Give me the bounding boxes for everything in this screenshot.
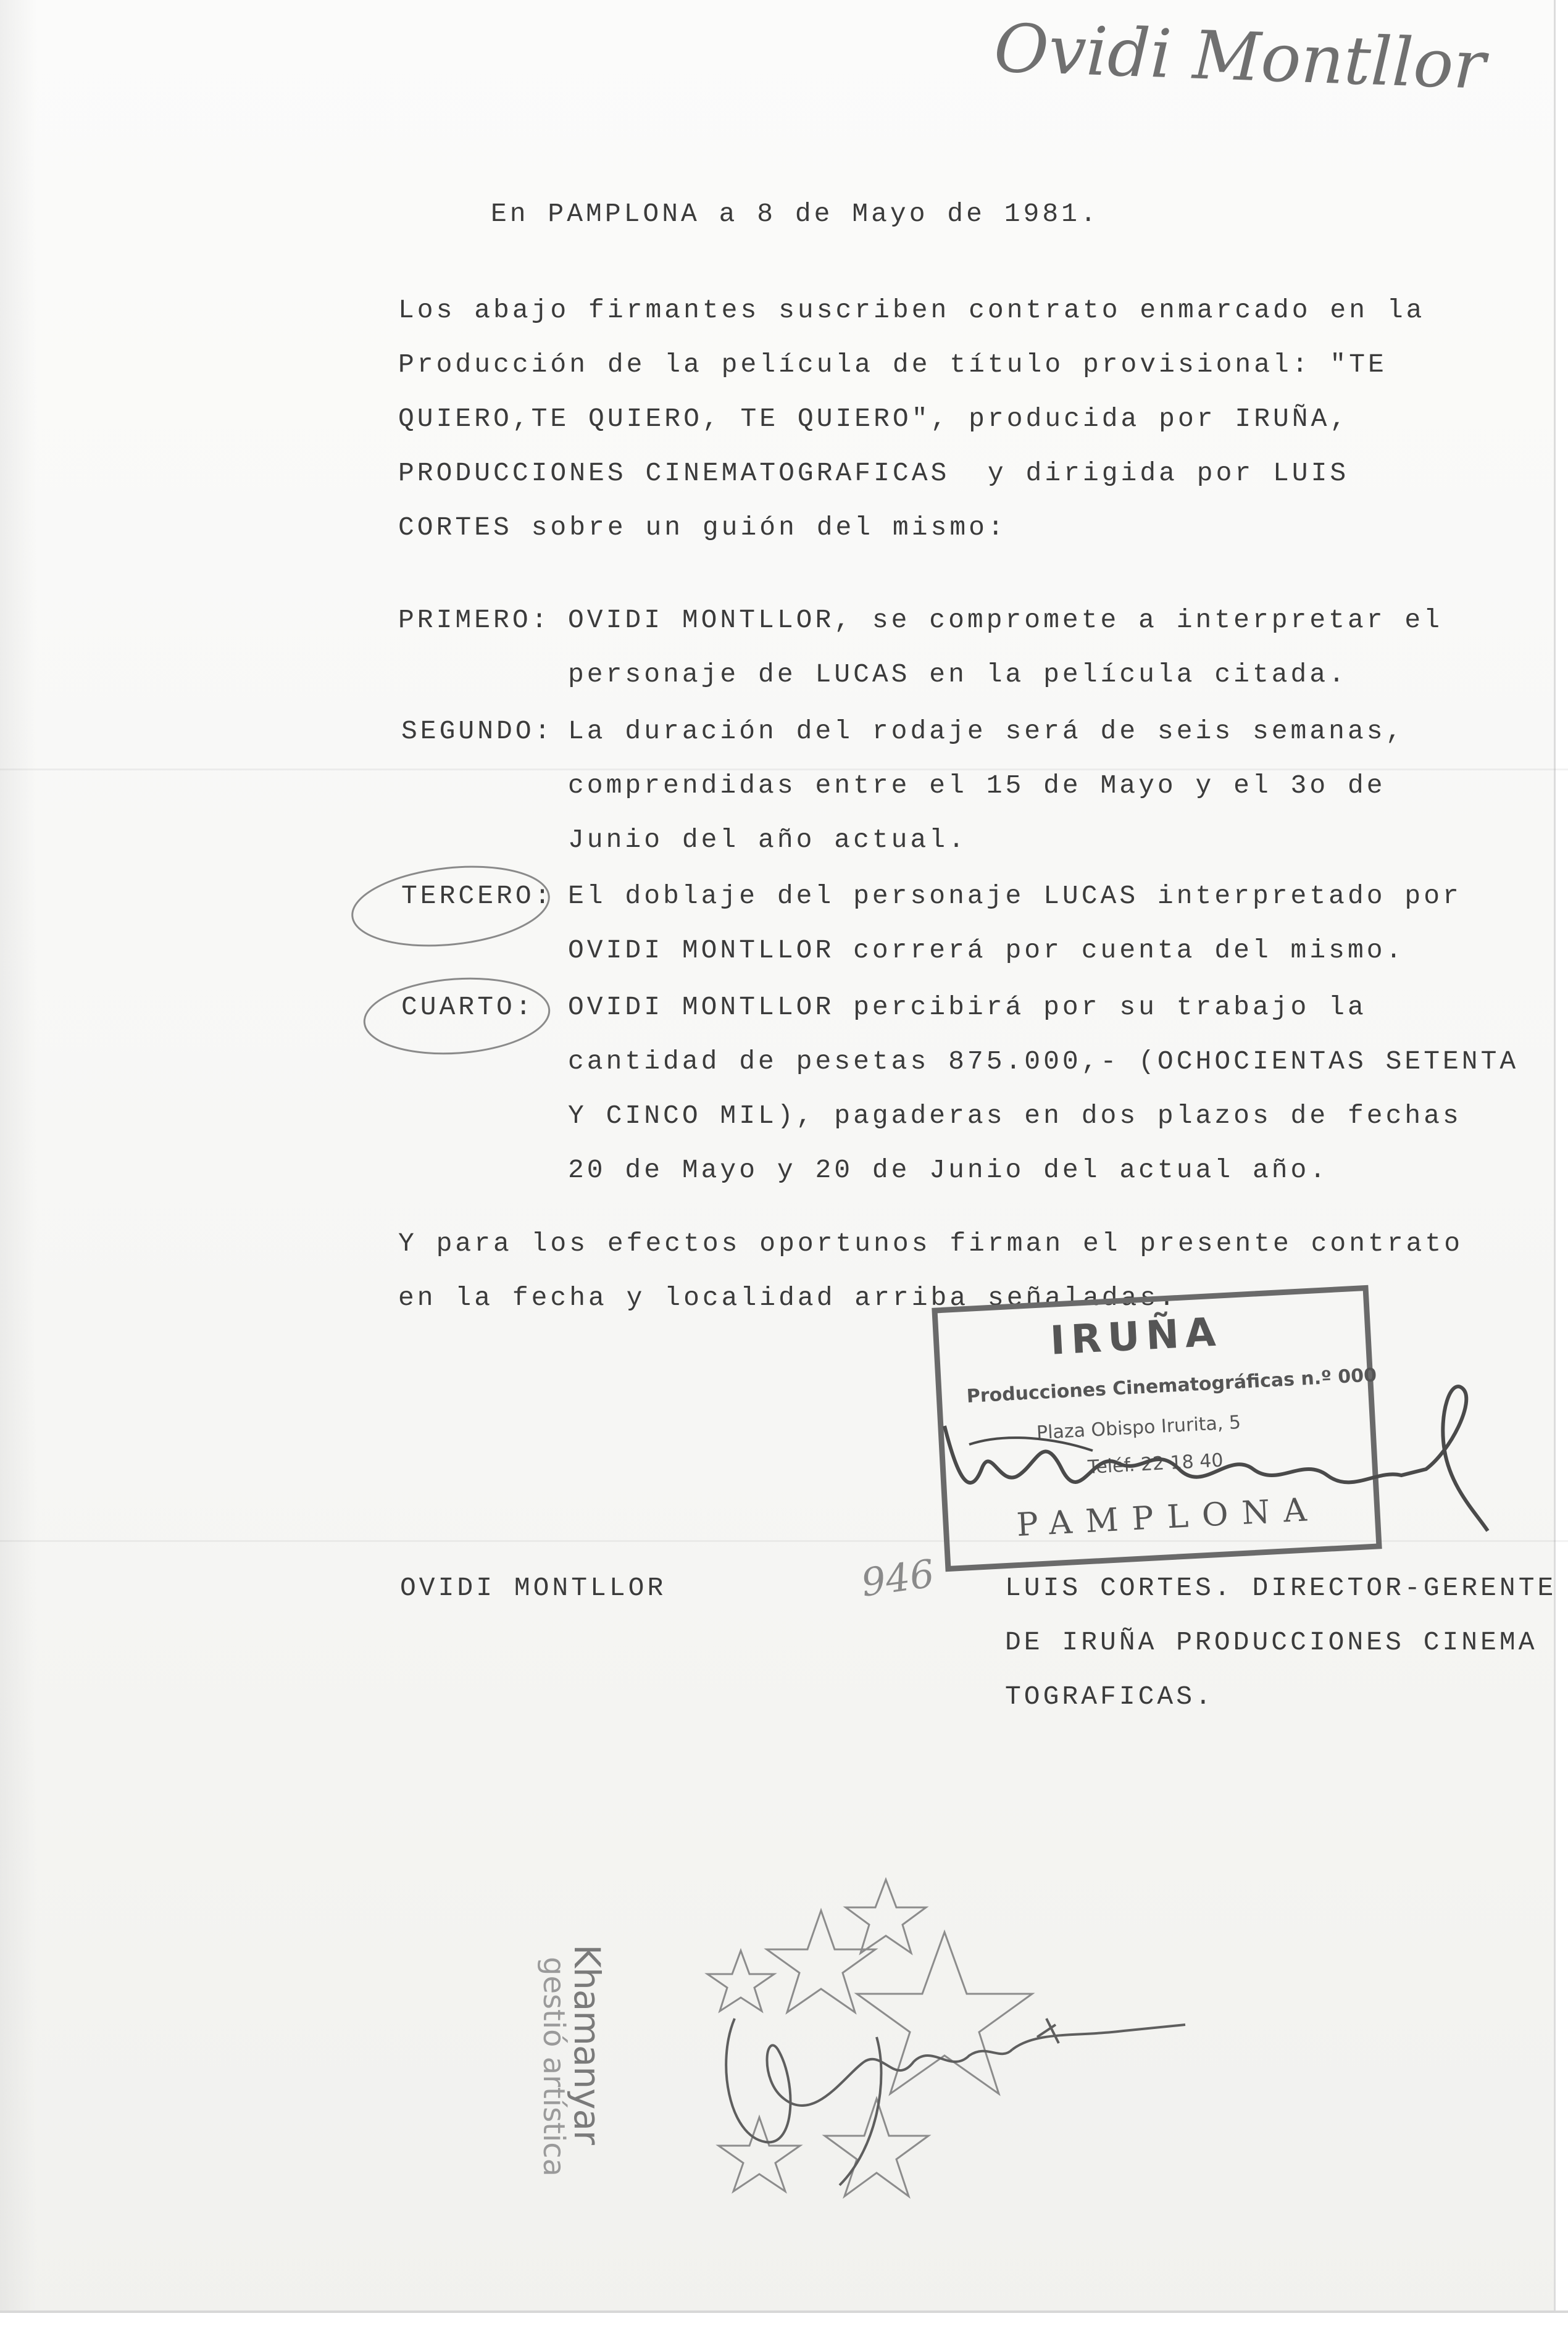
- clause-label-tercero: TERCERO:: [401, 881, 554, 911]
- signatory-right-line: TOGRAFICAS.: [1005, 1681, 1214, 1712]
- intro-line: Los abajo firmantes suscriben contrato enmarcado en la: [398, 295, 1425, 325]
- clause-line: La duración del rodaje será de seis semanas,: [568, 716, 1405, 746]
- intro-line: QUIERO,TE QUIERO, TE QUIERO", producida por IRUÑA,: [398, 404, 1349, 434]
- paper-shadow-left: [0, 0, 37, 2350]
- clause-line: Junio del año actual.: [568, 825, 967, 855]
- agency-stamp-subtitle: gestió artística: [536, 1957, 571, 2177]
- stamp-city: PAMPLONA: [1015, 1491, 1322, 1544]
- clause-line: OVIDI MONTLLOR, se compromete a interpretar el: [568, 605, 1443, 635]
- stamp-company-name: IRUÑA: [1049, 1309, 1224, 1364]
- clause-line: Y CINCO MIL), pagaderas en dos plazos de fechas: [568, 1101, 1462, 1131]
- signatory-right-line: LUIS CORTES. DIRECTOR-GERENTE: [1005, 1573, 1557, 1603]
- paper-edge-right: [1554, 0, 1568, 2350]
- signatory-right-line: DE IRUÑA PRODUCCIONES CINEMA: [1005, 1627, 1538, 1657]
- intro-line: Producción de la película de título provisional: "TE: [398, 349, 1387, 380]
- intro-line: CORTES sobre un guión del mismo:: [398, 512, 1007, 543]
- intro-line: PRODUCCIONES CINEMATOGRAFICAS y dirigida por LUIS: [398, 458, 1349, 488]
- stamp-line: Teléf. 22 18 40: [1087, 1449, 1224, 1478]
- date-line: En PAMPLONA a 8 de Mayo de 1981.: [491, 199, 1099, 229]
- clause-label-segundo: SEGUNDO:: [401, 716, 554, 746]
- stamp-line: Producciones Cinematográficas n.º 000: [965, 1364, 1377, 1408]
- signatory-left: OVIDI MONTLLOR: [400, 1573, 667, 1603]
- clause-line: personaje de LUCAS en la película citada.: [568, 659, 1348, 690]
- clause-label-cuarto: CUARTO:: [401, 992, 535, 1022]
- director-signature: [932, 1377, 1500, 1537]
- top-handwritten-signature: Ovidi Montllor: [993, 10, 1487, 104]
- paper-edge-bottom: [0, 2310, 1568, 2350]
- clause-label-primero: PRIMERO:: [398, 605, 551, 635]
- pencil-circle-marks: [346, 852, 556, 1074]
- clause-line: 20 de Mayo y 20 de Junio del actual año.: [568, 1155, 1329, 1185]
- agency-stamp-name: Khamanyar: [566, 1944, 608, 2144]
- clause-line: cantidad de pesetas 875.000,- (OCHOCIENTAS SETENTA: [568, 1046, 1519, 1077]
- pencil-number-note: 946: [858, 1551, 937, 1606]
- star-autograph: [691, 1877, 1198, 2222]
- clause-line: comprendidas entre el 15 de Mayo y el 3o de: [568, 770, 1386, 801]
- stamp-line: Plaza Obispo Irurita, 5: [1036, 1411, 1241, 1444]
- clause-line: OVIDI MONTLLOR correrá por cuenta del mismo.: [568, 935, 1405, 965]
- closing-line: Y para los efectos oportunos firman el presente contrato: [398, 1228, 1464, 1259]
- closing-line: en la fecha y localidad arriba señaladas.: [398, 1283, 1178, 1313]
- clause-line: El doblaje del personaje LUCAS interpretado por: [568, 881, 1462, 911]
- clause-line: OVIDI MONTLLOR percibirá por su trabajo la: [568, 992, 1367, 1022]
